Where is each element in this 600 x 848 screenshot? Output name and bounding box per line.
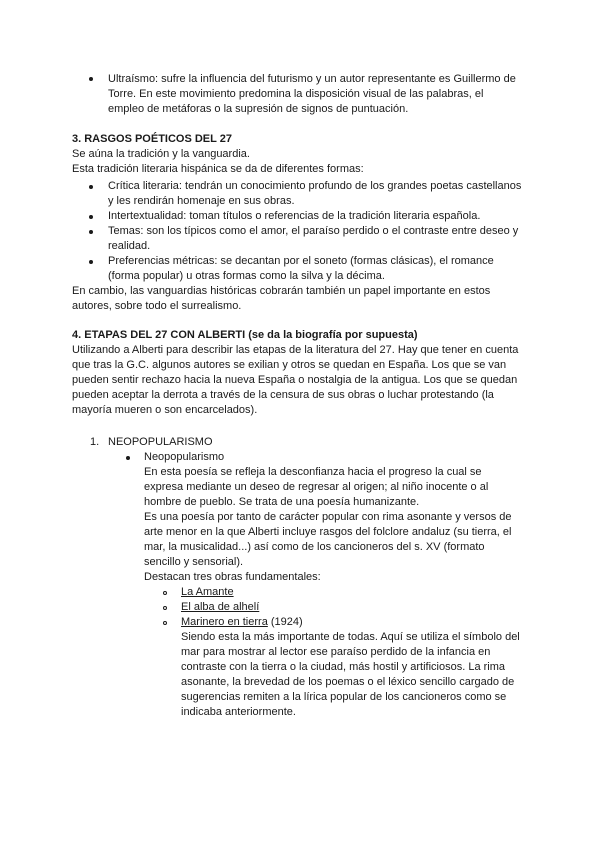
- bullet-icon: [89, 185, 93, 189]
- text-line: arte menor en la que Alberti incluye rasgos del folclore andaluz (su tierra, el: [144, 526, 512, 538]
- bullet-intertextualidad: [108, 209, 568, 224]
- text-line: En cambio, las vanguardias históricas cobrarán también un papel importante en estos: [72, 285, 491, 297]
- text-line: mar, la musicalidad...) así como de los cancioneros del s. XV (formato: [144, 541, 485, 553]
- section-4: [72, 328, 572, 418]
- text-line: Destacan tres obras fundamentales:: [144, 571, 321, 583]
- text-line: Crítica literaria: tendrán un conocimiento profundo de los grandes poetas castellanos: [108, 180, 522, 192]
- work-title: Marinero en tierra: [181, 616, 268, 628]
- text-line: realidad.: [108, 240, 151, 252]
- text-line: pueden sentir rechazo hacia la nueva España o nostalgia de la antigua. Los que se quedan: [72, 374, 518, 386]
- sub-item-label: Neopopularismo: [144, 451, 225, 463]
- text-line: que tras la G.C. algunos autores se exilian y otros se quedan en España. Los que se van: [72, 359, 507, 371]
- section-heading: 3. RASGOS POÉTICOS DEL 27: [72, 133, 232, 145]
- text-line: sugerencias remiten a la lírica popular de los cancioneros como se: [181, 691, 507, 703]
- text-line: hombre de pueblo. Se trata de una poesía humanizante.: [144, 496, 420, 508]
- section-3: [72, 132, 572, 177]
- marinero-description: [181, 630, 581, 720]
- work-item: [181, 585, 234, 600]
- work-item: [181, 615, 303, 630]
- bullet-icon: [89, 77, 93, 81]
- text-line: contraste con la tierra o la ciudad, más hostil y artificiosos. La rima: [181, 661, 506, 673]
- text-line: pueden aceptar la derrota a través de la censura de sus obras o luchar protestando (la: [72, 389, 494, 401]
- text-line: Siendo esta la más importante de todas. Aquí se utiliza el símbolo del: [181, 631, 520, 643]
- text-line: Temas: son los típicos como el amor, el paraíso perdido o el contraste entre deseo y: [108, 225, 519, 237]
- list-number: 1.: [90, 436, 100, 448]
- bullet-icon: [126, 456, 130, 460]
- text-line: Preferencias métricas: se decantan por el soneto (formas clásicas), el romance: [108, 255, 494, 267]
- text-line: Ultraísmo: sufre la influencia del futurismo y un autor representante es Guillermo de: [108, 73, 516, 85]
- neopopularismo-body: [144, 465, 564, 585]
- section-3-closing: [72, 284, 572, 314]
- item-label: NEOPOPULARISMO: [108, 436, 213, 448]
- text-line: Es una poesía por tanto de carácter popular con rima asonante y versos de: [144, 511, 512, 523]
- bullet-icon: [89, 215, 93, 219]
- bullet-icon: [89, 260, 93, 264]
- bullet-critica: [108, 179, 568, 209]
- circle-bullet-icon: [163, 621, 167, 625]
- text-line: y les rendirán homenaje en sus obras.: [108, 195, 295, 207]
- circle-bullet-icon: [163, 606, 167, 610]
- ultraismo-bullet: [108, 72, 568, 117]
- text-line: mayoría mueren o son encarcelados).: [72, 404, 258, 416]
- text-line: empleo de metáforas o la supresión de signos de puntuación.: [108, 103, 409, 115]
- bullet-icon: [89, 230, 93, 234]
- text-line: Se aúna la tradición y la vanguardia.: [72, 148, 250, 160]
- text-line: Intertextualidad: toman títulos o referencias de la tradición literaria española.: [108, 210, 481, 222]
- bullet-temas: [108, 224, 568, 254]
- work-title: La Amante: [181, 586, 234, 598]
- text-line: asonante, la brevedad de los poemas o el léxico sencillo cargado de: [181, 676, 515, 688]
- text-line: Esta tradición literaria hispánica se da de diferentes formas:: [72, 163, 364, 175]
- text-line: sencillo y sensorial).: [144, 556, 244, 568]
- work-title: El alba de alhelí: [181, 601, 260, 613]
- circle-bullet-icon: [163, 591, 167, 595]
- text-line: (forma popular) u otras formas como la silva y la décima.: [108, 270, 385, 282]
- text-line: En esta poesía se refleja la desconfianza hacia el progreso la cual se: [144, 466, 482, 478]
- text-line: Utilizando a Alberti para describir las etapas de la literatura del 27. Hay que tener en cuenta: [72, 344, 519, 356]
- bullet-metricas: [108, 254, 568, 284]
- text-line: mar para mostrar al lector ese paraíso perdido de la infancia en: [181, 646, 491, 658]
- section-heading: 4. ETAPAS DEL 27 CON ALBERTI (se da la biografía por supuesta): [72, 329, 418, 341]
- text-line: Torre. En este movimiento predomina la disposición visual de las palabras, el: [108, 88, 484, 100]
- text-line: autores, sobre todo el surrealismo.: [72, 300, 242, 312]
- work-item: [181, 600, 259, 615]
- text-line: expresa mediante un deseo de regresar al origen; al niño inocente o al: [144, 481, 489, 493]
- text-line: indicaba anteriormente.: [181, 706, 296, 718]
- work-year: (1924): [267, 616, 303, 628]
